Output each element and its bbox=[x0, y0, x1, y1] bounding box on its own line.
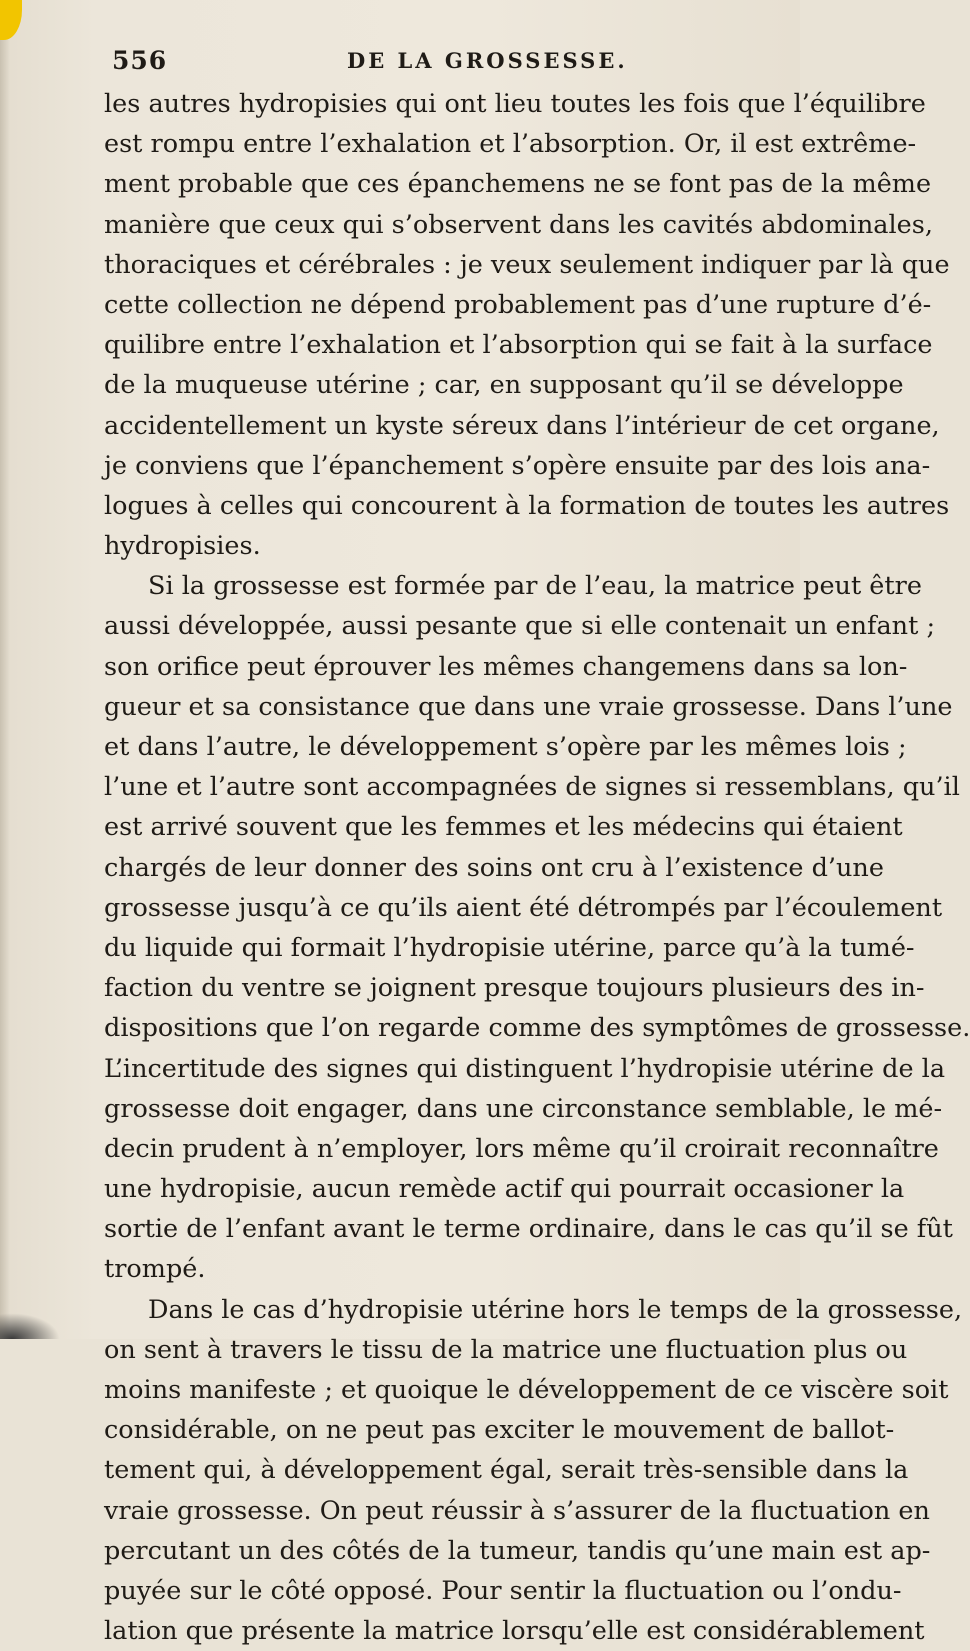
text-line: accidentellement un kyste séreux dans l’intérieur de cet organe, bbox=[104, 410, 940, 441]
running-head: DE LA GROSSESSE. bbox=[347, 48, 628, 73]
text-line: lation que présente la matrice lorsqu’elle est considérablement bbox=[104, 1616, 925, 1647]
page-header bbox=[112, 46, 752, 80]
text-line: du liquide qui formait l’hydropisie utérine, parce qu’à la tumé- bbox=[104, 932, 915, 963]
text-line: percutant un des côtés de la tumeur, tandis qu’une main est ap- bbox=[104, 1535, 931, 1566]
text-line-paragraph-end: trompé. bbox=[104, 1254, 206, 1285]
text-line: puyée sur le côté opposé. Pour sentir la fluctuation ou l’ondu- bbox=[104, 1575, 902, 1606]
text-line: quilibre entre l’exhalation et l’absorption qui se fait à la surface bbox=[104, 330, 933, 361]
ink-smudge bbox=[0, 1313, 60, 1339]
text-line: cette collection ne dépend probablement pas d’une rupture d’é- bbox=[104, 289, 932, 320]
text-line: tement qui, à développement égal, serait très-sensible dans la bbox=[104, 1455, 909, 1486]
text-line: est rompu entre l’exhalation et l’absorption. Or, il est extrême- bbox=[104, 129, 917, 160]
text-line-paragraph-end: hydropisies. bbox=[104, 531, 261, 562]
text-line: thoraciques et cérébrales : je veux seulement indiquer par là que bbox=[104, 249, 950, 280]
text-line: sortie de l’enfant avant le terme ordinaire, dans le cas qu’il se fût bbox=[104, 1214, 953, 1245]
text-line: vraie grossesse. On peut réussir à s’assurer de la fluctuation en bbox=[104, 1495, 930, 1526]
text-line: son orifice peut éprouver les mêmes changemens dans sa lon- bbox=[104, 651, 908, 682]
body-text bbox=[104, 84, 970, 1651]
text-line: je conviens que l’épanchement s’opère ensuite par des lois ana- bbox=[104, 450, 931, 481]
text-line: considérable, on ne peut pas exciter le mouvement de ballot- bbox=[104, 1415, 895, 1446]
text-line: chargés de leur donner des soins ont cru à l’existence d’une bbox=[104, 852, 884, 883]
page-edge-shadow bbox=[0, 40, 10, 1339]
page-corner-tab bbox=[0, 0, 22, 40]
text-line: L’incertitude des signes qui distinguent l’hydropisie utérine de la bbox=[104, 1053, 946, 1084]
text-line: on sent à travers le tissu de la matrice une fluctuation plus ou bbox=[104, 1334, 908, 1365]
text-line: logues à celles qui concourent à la formation de toutes les autres bbox=[104, 490, 950, 521]
text-line: gueur et sa consistance que dans une vraie grossesse. Dans l’une bbox=[104, 691, 953, 722]
text-line: l’une et l’autre sont accompagnées de signes si ressemblans, qu’il bbox=[104, 772, 960, 803]
text-line: manière que ceux qui s’observent dans les cavités abdominales, bbox=[104, 209, 933, 240]
page-number: 556 bbox=[112, 46, 168, 75]
text-line: une hydropisie, aucun remède actif qui pourrait occasioner la bbox=[104, 1174, 905, 1205]
text-line-paragraph-start: Dans le cas d’hydropisie utérine hors le temps de la grossesse, bbox=[148, 1294, 963, 1325]
text-line: de la muqueuse utérine ; car, en supposant qu’il se développe bbox=[104, 370, 904, 401]
text-line: decin prudent à n’employer, lors même qu’il croirait reconnaître bbox=[104, 1133, 939, 1164]
text-line-paragraph-start: Si la grossesse est formée par de l’eau, la matrice peut être bbox=[148, 571, 922, 602]
text-line: est arrivé souvent que les femmes et les médecins qui étaient bbox=[104, 812, 903, 843]
text-line: faction du ventre se joignent presque toujours plusieurs des in- bbox=[104, 973, 925, 1004]
text-line: aussi développée, aussi pesante que si elle contenait un enfant ; bbox=[104, 611, 936, 642]
text-line: grossesse jusqu’à ce qu’ils aient été détrompés par l’écoulement bbox=[104, 892, 943, 923]
text-line: grossesse doit engager, dans une circonstance semblable, le mé- bbox=[104, 1093, 943, 1124]
text-line: les autres hydropisies qui ont lieu toutes les fois que l’équilibre bbox=[104, 89, 926, 119]
text-line: et dans l’autre, le développement s’opère par les mêmes lois ; bbox=[104, 732, 907, 762]
text-line: dispositions que l’on regarde comme des symptômes de grossesse. bbox=[104, 1013, 970, 1044]
text-line: ment probable que ces épanchemens ne se font pas de la même bbox=[104, 169, 932, 200]
text-line: moins manifeste ; et quoique le développement de ce viscère soit bbox=[104, 1375, 949, 1405]
